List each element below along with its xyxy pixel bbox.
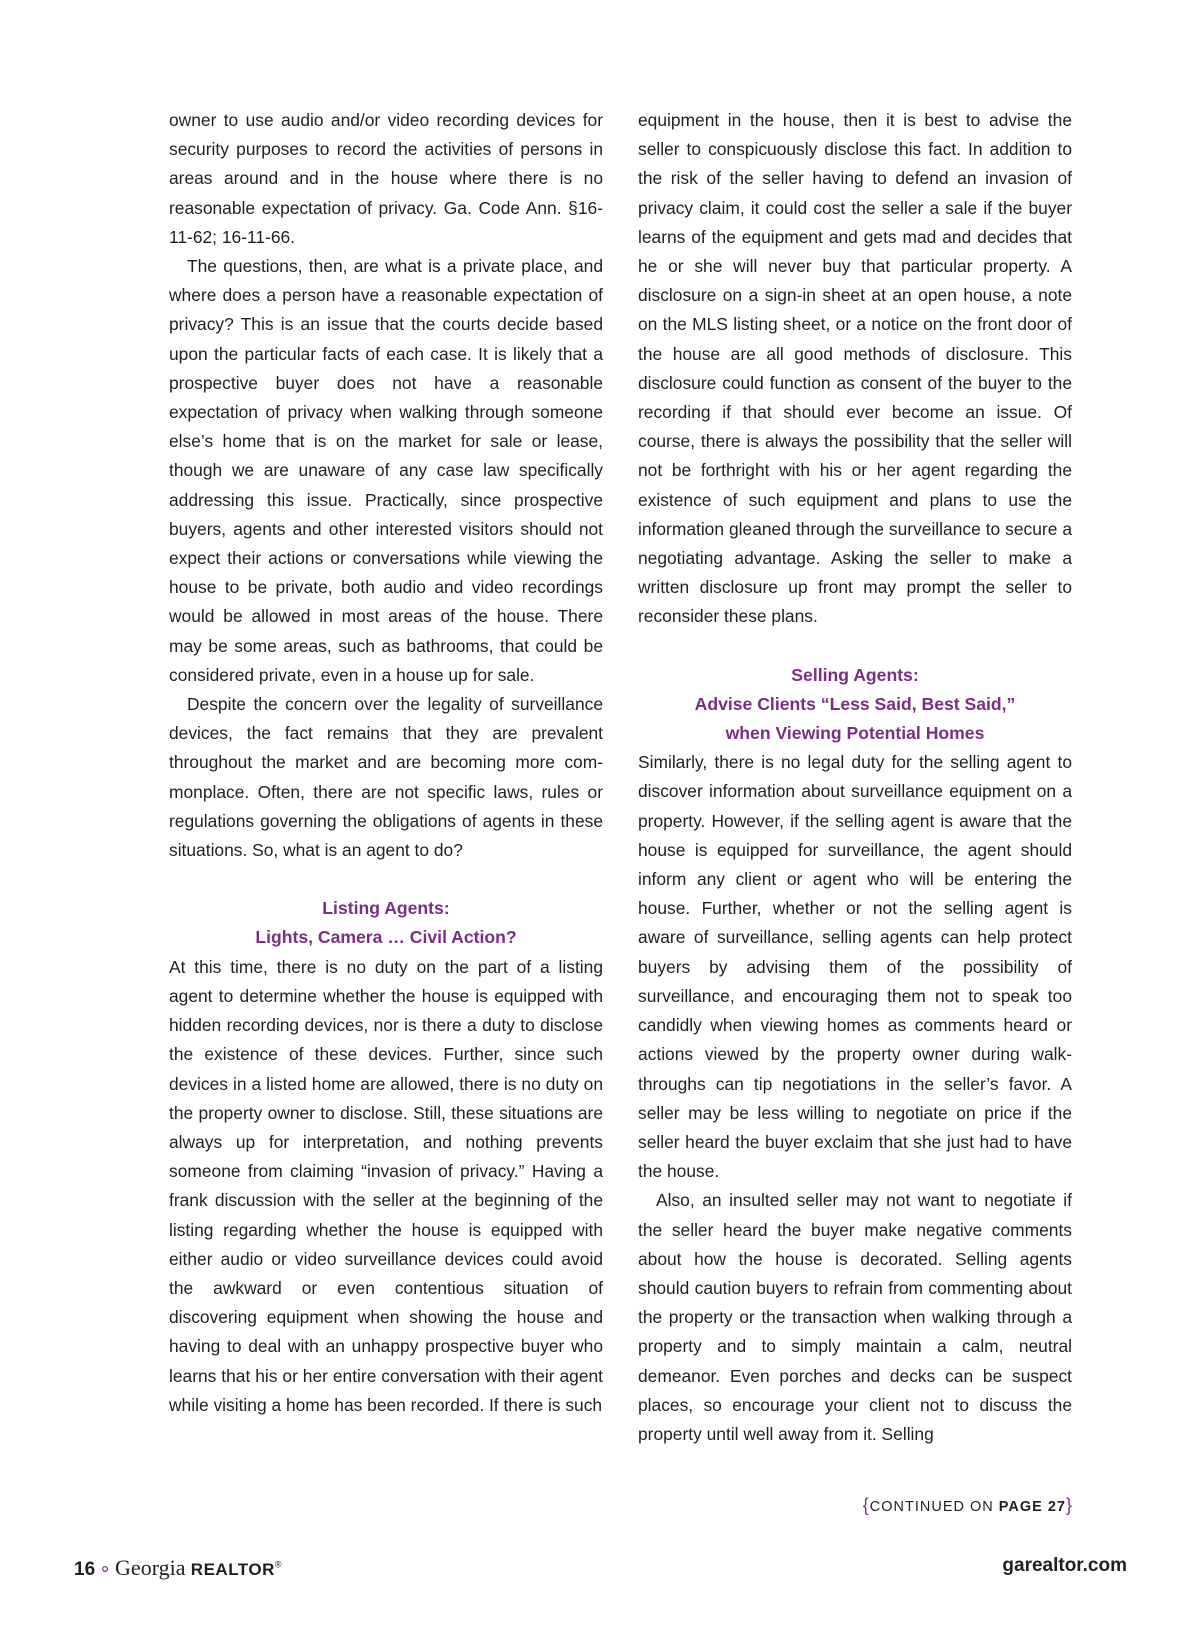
- right-paragraph-2: Similarly, there is no legal duty for the selling agent to discover information about surveillance equipment on a property. However, if the selling agent is aware that the house is equipped for surveillance, the agent should inform any client or agent who will be entering the house. Further, whether or not the selling agent is aware of surveillance, selling agents can help protect buyers by advising them of the possibility of surveillance, and encouraging them not to speak too candidly when viewing homes as comments heard or actions viewed by the property owner during walk-throughs can tip negotiations in the seller’s favor. A seller may be less willing to negotiate on price if the seller heard the buyer exclaim that she just had to have the house.: [638, 752, 1072, 1182]
- selling-agents-heading-line-2: Advise Clients “Less Said, Best Said,”: [694, 693, 1016, 714]
- listing-agents-heading: [169, 894, 603, 952]
- listing-agents-heading-line-2: Lights, Camera … Civil Action?: [255, 927, 517, 948]
- continued-text: CONTINUED ON: [869, 1499, 994, 1515]
- page-number: 16: [74, 1559, 96, 1580]
- listing-agents-heading-line-1: Listing Agents:: [322, 898, 450, 919]
- left-paragraph-4: At this time, there is no duty on the part of a listing agent to determine whether the house is equipped with hidden recording devices, nor is there a duty to disclose the existence of these devices. Further, since such devices in a listed home are allowed, there is no duty on the property owner to disclose. Still, these situations are always up for interpretation, and nothing prevents someone from claiming “invasion of privacy.” Having a frank discussion with the seller at the beginning of the listing regarding whether the house is equipped with either audio or video surveillance devices could avoid the awkward or even contentious situation of discovering equipment when showing the house and having to deal with an unhappy prospective buyer who learns that his or her entire conversation with their agent while visiting a home has been recorded. If there is such: [169, 956, 603, 1415]
- footer-page-info: [74, 1555, 282, 1581]
- footer-website: garealtor.com: [1002, 1555, 1127, 1576]
- left-paragraph-2: The questions, then, are what is a private place, and where does a person have a reasonable expectation of privacy? This is an issue that the courts decide based upon the particular facts of each case. It is likely that a prospective buyer does not have a reasonable expectation of privacy when walking through someone else’s home that is on the market for sale or lease, though we are unaware of any case law specifically addressing this issue. Practically, since prospective buyers, agents and other interested visitors should not expect their actions or conversations while viewing the house to be private, both audio and video recordings would be allowed in most areas of the house. There may be some areas, such as bathrooms, that could be considered private, even in a house up for sale.: [169, 256, 603, 685]
- brand-georgia: Georgia: [115, 1555, 186, 1580]
- selling-agents-heading-line-3: when Viewing Potential Homes: [725, 723, 985, 744]
- open-brace: {: [862, 1495, 870, 1515]
- footer-separator: ∘: [99, 1559, 112, 1580]
- selling-agents-heading-line-1: Selling Agents:: [791, 664, 919, 685]
- brand-realtor: REALTOR: [190, 1560, 275, 1579]
- left-paragraph-3: Despite the concern over the legality of surveillance devices, the fact remains that they are prevalent throughout the market and are becoming more commonplace. Often, there are not specific laws, rules or regulations governing the obligations of agents in these situations. So, what is an agent to do?: [169, 694, 603, 861]
- left-paragraph-1: owner to use audio and/or video recording devices for security purposes to record the activities of persons in areas around and in the house where there is no reasonable expectation of privacy. Ga. Code Ann. §16-11-62; 16-11-66.: [169, 110, 603, 247]
- registered-mark: ®: [274, 1559, 282, 1570]
- left-column: [169, 106, 603, 1420]
- right-column: [638, 106, 1072, 1449]
- selling-agents-heading: [638, 661, 1072, 749]
- right-paragraph-1: equipment in the house, then it is best to advise the seller to conspicuously disclose this fact. In addition to the risk of the seller having to defend an invasion of privacy claim, it could cost the seller a sale if the buyer learns of the equipment and gets mad and decides that he or she will never buy that particular property. A disclosure on a sign-in sheet at an open house, a note on the MLS listing sheet, or a notice on the front door of the house are all good methods of disclosure. This disclosure could function as consent of the buyer to the recording if that should ever become an issue. Of course, there is always the possibility that the seller will not be forthright with his or her agent regarding the existence of such equipment and plans to use the information gleaned through the surveillance to secure a negotiating advantage. Asking the seller to make a written disclosure up front may prompt the seller to reconsider these plans.: [638, 110, 1072, 627]
- continued-note: [863, 1495, 1073, 1516]
- right-paragraph-3: Also, an insulted seller may not want to negotiate if the seller heard the buyer make negative comments about how the house is decorated. Selling agents should caution buyers to refrain from commenting about the property or the transaction when walking through a property and to simply maintain a calm, neutral demeanor. Even porches and decks can be suspect places, so encourage your client not to discuss the property until well away from it. Selling: [638, 1190, 1072, 1444]
- continued-page-ref: PAGE 27: [998, 1499, 1066, 1515]
- close-brace: }: [1065, 1495, 1073, 1515]
